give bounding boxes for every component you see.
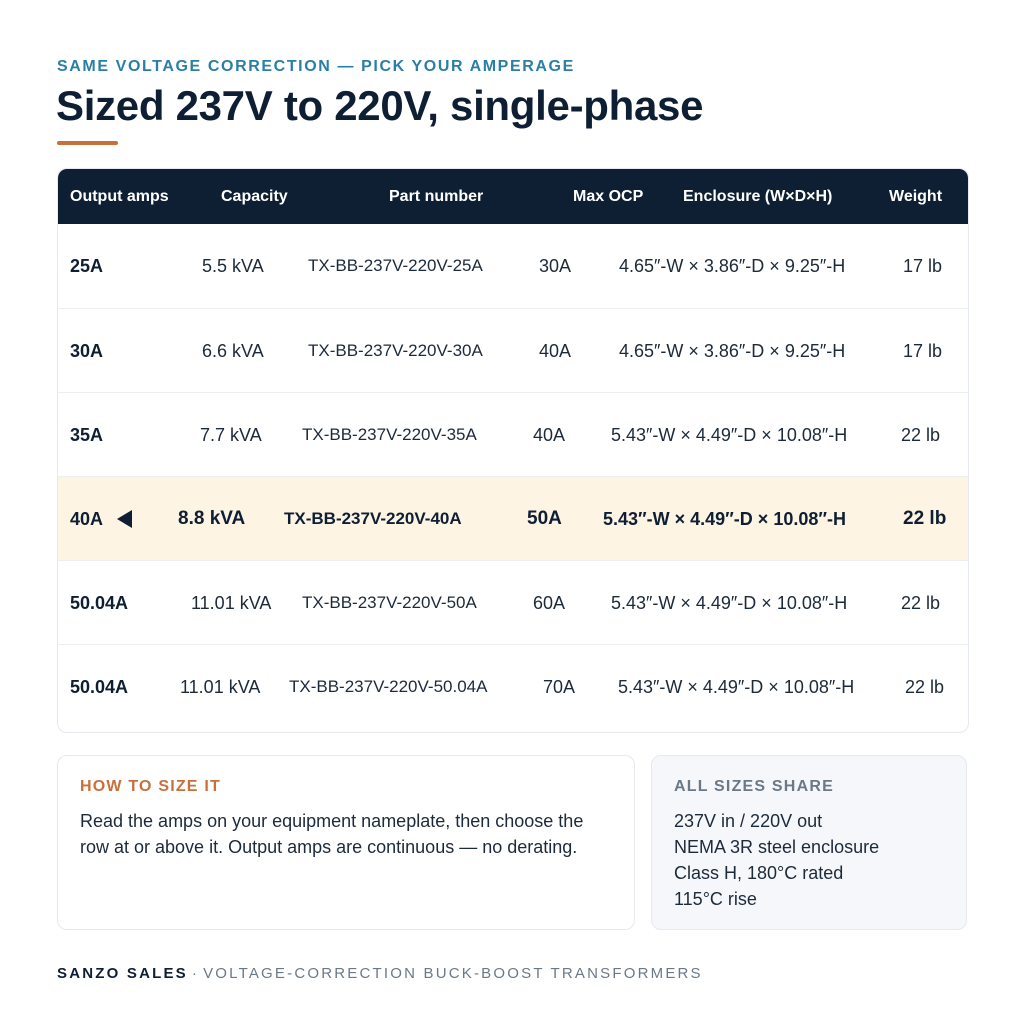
table-row (58, 392, 968, 477)
table-row-highlighted (58, 476, 968, 561)
table-row (58, 644, 968, 729)
cell-max-ocp: 40A (539, 341, 572, 361)
page-title: Sized 237V to 220V, single-phase (56, 82, 704, 129)
cell-output-amps: 50.04A (70, 593, 129, 613)
spec-item: Class H, 180°C rated (674, 863, 844, 883)
shared-specs-label: ALL SIZES SHARE (674, 778, 834, 795)
eyebrow-heading: SAME VOLTAGE CORRECTION — PICK YOUR AMPERAGE (57, 58, 575, 75)
cell-part-number: TX-BB-237V-220V-50A (302, 593, 477, 612)
cell-capacity: 7.7 kVA (200, 425, 262, 445)
cell-output-amps-value: 40A (70, 509, 104, 529)
spec-item: NEMA 3R steel enclosure (674, 837, 880, 857)
cell-output-amps: 35A (70, 425, 104, 445)
cell-capacity: 11.01 kVA (191, 593, 272, 613)
cell-capacity: 5.5 kVA (202, 256, 264, 276)
how-to-size-label: HOW TO SIZE IT (80, 778, 221, 795)
cell-enclosure: 5.43″-W × 4.49″-D × 10.08″-H (611, 425, 848, 445)
cell-capacity: 6.6 kVA (202, 341, 264, 361)
cell-part-number: TX-BB-237V-220V-50.04A (289, 677, 488, 696)
cell-weight: 22 lb (901, 593, 941, 613)
cell-weight: 22 lb (905, 677, 945, 697)
cell-capacity: 8.8 kVA (178, 508, 246, 529)
table-row (58, 560, 968, 645)
footer-tagline: VOLTAGE-CORRECTION BUCK-BOOST TRANSFORMERS (203, 965, 703, 982)
spec-item: 115°C rise (674, 889, 757, 909)
column-header-max-ocp: Max OCP (573, 188, 644, 205)
column-header-capacity: Capacity (221, 188, 288, 205)
spec-item: 237V in / 220V out (674, 811, 823, 831)
cell-part-number: TX-BB-237V-220V-35A (302, 425, 477, 444)
cell-capacity: 11.01 kVA (180, 677, 261, 697)
table-row (58, 224, 968, 308)
cell-enclosure: 4.65″-W × 3.86″-D × 9.25″-H (619, 341, 846, 361)
cell-max-ocp: 30A (539, 256, 572, 276)
shared-specs-list (674, 808, 944, 912)
column-header-output-amps: Output amps (70, 188, 169, 205)
cell-enclosure: 5.43″-W × 4.49″-D × 10.08″-H (603, 509, 846, 529)
cell-max-ocp: 50A (527, 508, 562, 529)
cell-output-amps: 30A (70, 341, 104, 361)
footer-separator: · (191, 965, 200, 982)
footer-brand: SANZO SALES (57, 965, 188, 982)
cell-max-ocp: 40A (533, 425, 566, 445)
cell-part-number: TX-BB-237V-220V-25A (308, 256, 483, 275)
column-header-weight: Weight (889, 188, 943, 205)
cell-output-amps: 50.04A (70, 677, 129, 697)
column-header-part-number: Part number (389, 188, 484, 205)
cell-output-amps (70, 477, 132, 561)
cell-part-number: TX-BB-237V-220V-40A (284, 509, 462, 528)
column-header-enclosure: Enclosure (W×D×H) (683, 188, 833, 205)
sizing-table (57, 168, 969, 733)
triangle-left-icon (117, 510, 132, 528)
how-to-size-panel (57, 755, 635, 930)
shared-specs-panel (651, 755, 967, 930)
cell-max-ocp: 60A (533, 593, 566, 613)
cell-enclosure: 4.65″-W × 3.86″-D × 9.25″-H (619, 256, 846, 276)
cell-weight: 22 lb (903, 508, 947, 529)
footer (57, 965, 703, 982)
cell-part-number: TX-BB-237V-220V-30A (308, 341, 483, 360)
cell-weight: 17 lb (903, 256, 943, 276)
how-to-size-text: Read the amps on your equipment nameplate, then choose the row at or above it. Output amps are continuous — no derating. (80, 811, 584, 857)
cell-weight: 17 lb (903, 341, 943, 361)
table-row (58, 308, 968, 393)
table-header (58, 169, 968, 224)
title-underline (57, 141, 118, 145)
cell-max-ocp: 70A (543, 677, 576, 697)
cell-enclosure: 5.43″-W × 4.49″-D × 10.08″-H (611, 593, 848, 613)
cell-output-amps: 25A (70, 256, 104, 276)
cell-enclosure: 5.43″-W × 4.49″-D × 10.08″-H (618, 677, 855, 697)
cell-weight: 22 lb (901, 425, 941, 445)
